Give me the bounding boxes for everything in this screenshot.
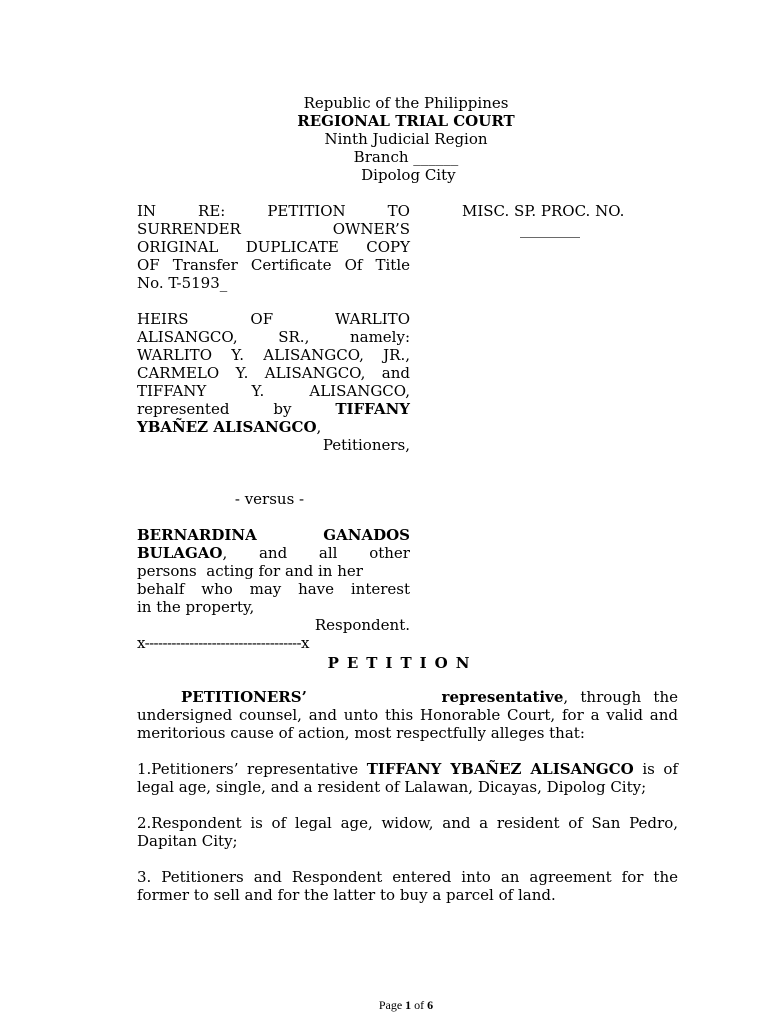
page-footer: Page 1 of 6 (378, 998, 434, 1012)
allegation-2: 2.Respondent is of legal age, widow, and a resident of San Pedro, Dapitan City; (137, 814, 678, 850)
caption-line: ALISANGCO, SR., namely: (137, 328, 410, 346)
caption-line: OF Transfer Certificate Of Title (137, 256, 410, 274)
caption-line: behalf who may have interest (137, 580, 410, 598)
header-branch: Branch ______ (353, 148, 459, 166)
respondent-label: Respondent. (314, 616, 410, 634)
intro-paragraph: PETITIONERS’ representative, through the undersigned counsel, and unto this Honorable Court, for a valid and meritorious cause of action, most respectfully alleges that: (137, 688, 679, 742)
case-number-block (462, 202, 652, 238)
caption-line: No. T-5193_ (137, 274, 228, 292)
caption-line: represented by TIFFANY (137, 400, 410, 418)
caption-line: persons acting for and in her (137, 562, 363, 580)
caption-line: ORIGINAL DUPLICATE COPY (137, 238, 410, 256)
petition-body (137, 688, 678, 904)
header-court: REGIONAL TRIAL COURT (297, 112, 515, 130)
allegation-1: 1.Petitioners’ representative TIFFANY YBAÑEZ ALISANGCO is of legal age, single, and a resident of Lalawan, Dicayas, Dipolog City; (137, 760, 678, 796)
versus-label: - versus - (234, 490, 305, 508)
caption-line: in the property, (137, 598, 255, 616)
caption-line: CARMELO Y. ALISANGCO, and (137, 364, 410, 382)
caption-line: WARLITO Y. ALISANGCO, JR., (137, 346, 410, 364)
caption-line: IN RE: PETITION TO (137, 202, 410, 220)
caption-line: HEIRS OF WARLITO (137, 310, 410, 328)
case-number-label: MISC. SP. PROC. NO. (462, 202, 625, 220)
caption-line: BULAGAO, and all other (137, 544, 410, 562)
case-number-blank: ________ (520, 220, 580, 238)
respondent-name: BULAGAO (137, 544, 223, 562)
header-city: Dipolog City (356, 166, 456, 184)
page-number: 1 (405, 998, 412, 1012)
document-title: PETITION (327, 654, 478, 672)
caption-line: BERNARDINA GANADOS (137, 526, 410, 544)
petitioners-label: Petitioners, (322, 436, 410, 454)
case-caption (137, 202, 410, 652)
petitioner-representative-name: YBAÑEZ ALISANGCO (137, 418, 317, 436)
caption-separator: x-----------------------------------x (137, 634, 309, 652)
page-total: 6 (427, 998, 434, 1012)
caption-line: SURRENDER OWNER’S (137, 220, 410, 238)
header-republic: Republic of the Philippines (303, 94, 509, 112)
caption-line: YBAÑEZ ALISANGCO, (137, 418, 322, 436)
allegation-3: 3. Petitioners and Respondent entered into an agreement for the former to sell and for the latter to buy a parcel of land. (137, 868, 678, 904)
caption-line: TIFFANY Y. ALISANGCO, (137, 382, 410, 400)
header-region: Ninth Judicial Region (324, 130, 488, 148)
court-header (0, 94, 768, 184)
